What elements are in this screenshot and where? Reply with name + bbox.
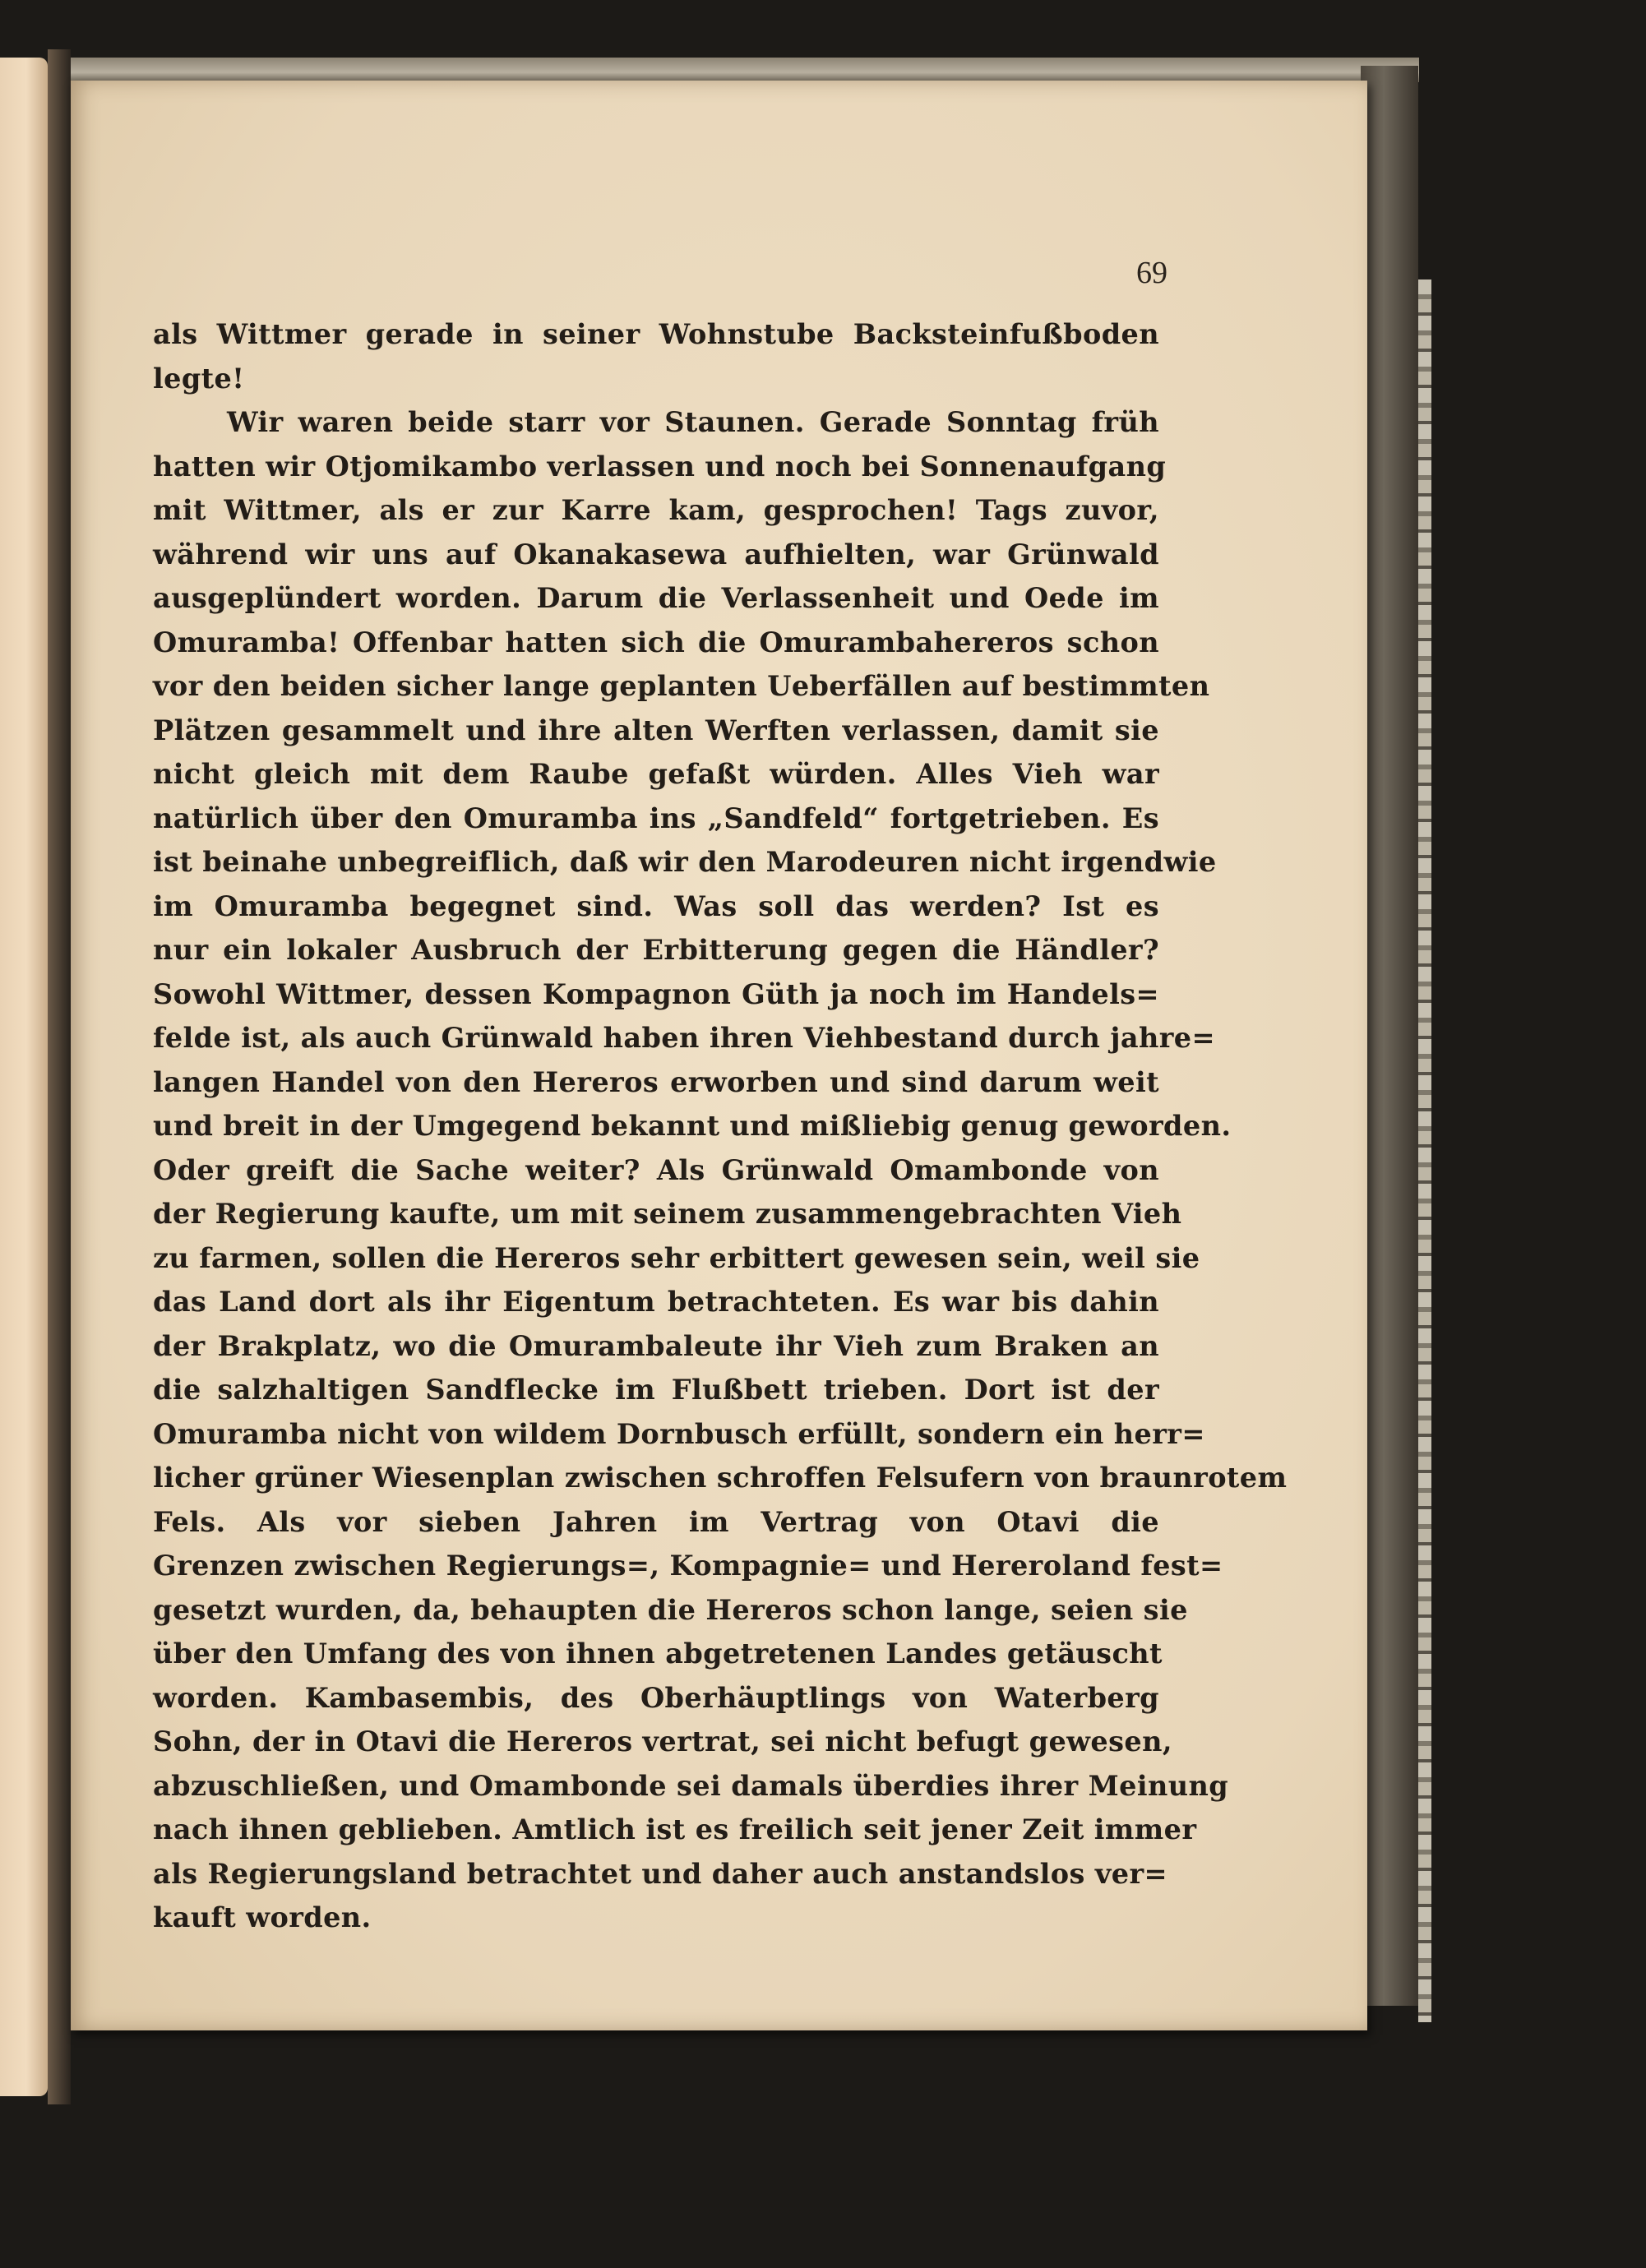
text-line: ist beinahe unbegreiflich, daß wir den Marodeuren nicht irgendwie [153, 846, 1217, 878]
text-line: ausgeplündert worden. Darum die Verlassenheit und Oede im [153, 582, 1159, 614]
text-line: Omuramba! Offenbar hatten sich die Omurambahereros schon [153, 626, 1159, 658]
text-line: zu farmen, sollen die Hereros sehr erbittert gewesen sein, weil sie [153, 1241, 1200, 1274]
text-line: hatten wir Otjomikambo verlassen und noch bei Sonnenaufgang [153, 450, 1167, 483]
text-line: vor den beiden sicher lange geplanten Ueberfällen auf bestimmten [153, 670, 1210, 702]
text-line: langen Handel von den Hereros erworben und sind darum weit [153, 1065, 1159, 1098]
text-line: kauft worden. [153, 1901, 372, 1933]
book-gutter [48, 49, 71, 2104]
text-line: als Regierungsland betrachtet und daher auch anstandslos ver= [153, 1857, 1167, 1890]
text-line: Oder greift die Sache weiter? Als Grünwald Omambonde von [153, 1153, 1159, 1186]
text-line: Plätzen gesammelt und ihre alten Werften verlassen, damit sie [153, 714, 1159, 746]
text-line: felde ist, als auch Grünwald haben ihren Viehbestand durch jahre= [153, 1022, 1215, 1054]
text-line: und breit in der Umgegend bekannt und mißliebig genug geworden. [153, 1110, 1232, 1142]
text-line: mit Wittmer, als er zur Karre kam, gesprochen! Tags zuvor, [153, 494, 1159, 526]
facing-page-edge [0, 58, 48, 2096]
text-line: nach ihnen geblieben. Amtlich ist es freilich seit jener Zeit immer [153, 1813, 1197, 1845]
page-body-text [153, 312, 1288, 1940]
text-line: Omuramba nicht von wildem Dornbusch erfüllt, sondern ein herr= [153, 1417, 1205, 1450]
text-line: Grenzen zwischen Regierungs=, Kompagnie= und Hereroland fest= [153, 1550, 1223, 1582]
text-line: gesetzt wurden, da, behaupten die Hereros schon lange, seien sie [153, 1593, 1188, 1626]
text-line: worden. Kambasembis, des Oberhäuptlings von Waterberg [153, 1681, 1159, 1714]
book-cover-edge [1361, 66, 1418, 2006]
marbled-endpaper-edge [1418, 279, 1431, 2022]
text-line: Sohn, der in Otavi die Hereros vertrat, sei nicht befugt gewesen, [153, 1725, 1172, 1758]
page-number: 69 [1136, 256, 1167, 290]
text-line: Fels. Als vor sieben Jahren im Vertrag von Otavi die [153, 1505, 1159, 1538]
text-line: legte! [153, 362, 245, 395]
text-line: über den Umfang des von ihnen abgetretenen Landes getäuscht [153, 1637, 1163, 1670]
cover-top-edge [71, 58, 1419, 82]
text-line: während wir uns auf Okanakasewa aufhielten, war Grünwald [153, 538, 1159, 570]
text-line: als Wittmer gerade in seiner Wohnstube Backsteinfußboden [153, 318, 1159, 350]
text-line: Wir waren beide starr vor Staunen. Gerade Sonntag früh [227, 406, 1159, 438]
text-line: der Brakplatz, wo die Omurambaleute ihr Vieh zum Braken an [153, 1329, 1159, 1362]
text-line: Sowohl Wittmer, dessen Kompagnon Güth ja noch im Handels= [153, 977, 1159, 1010]
text-line: im Omuramba begegnet sind. Was soll das werden? Ist es [153, 889, 1159, 922]
text-line: abzuschließen, und Omambonde sei damals überdies ihrer Meinung [153, 1769, 1229, 1802]
text-line: nicht gleich mit dem Raube gefaßt würden. Alles Vieh war [153, 758, 1159, 790]
text-line: der Regierung kaufte, um mit seinem zusammengebrachten Vieh [153, 1198, 1182, 1230]
text-line: die salzhaltigen Sandflecke im Flußbett trieben. Dort ist der [153, 1374, 1159, 1406]
text-line: das Land dort als ihr Eigentum betrachteten. Es war bis dahin [153, 1286, 1159, 1318]
text-line: licher grüner Wiesenplan zwischen schroffen Felsufern von braunrotem [153, 1462, 1288, 1494]
text-line: nur ein lokaler Ausbruch der Erbitterung gegen die Händler? [153, 934, 1159, 966]
text-line: natürlich über den Omuramba ins „Sandfeld“ fortgetrieben. Es [153, 801, 1159, 834]
